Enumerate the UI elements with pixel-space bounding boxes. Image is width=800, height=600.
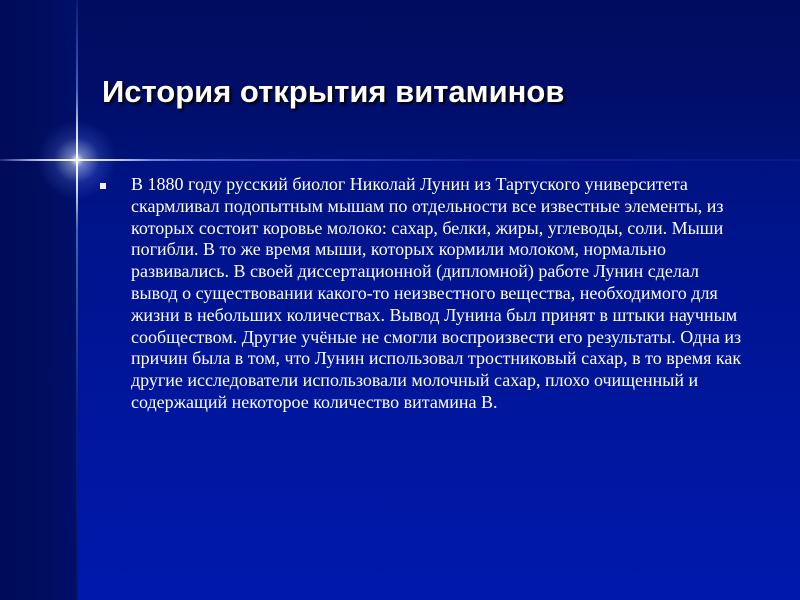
square-bullet-icon — [100, 183, 106, 189]
slide-content — [100, 174, 750, 414]
bullet-text: В 1880 году русский биолог Николай Лунин из Тартуского университета скармливал подопытным мышам по отдельности все известные элементы, из которых состоит коровье молоко: сахар, белки, жиры, углеводы, соли. Мыши погибли. В то же время мыши, которых кормили молоком, нормально развивались. В своей диссертационной (дипломной) работе Лунин сделал вывод о существовании какого-то неизвестного вещества, необходимого для жизни в небольших количествах. Вывод Лунина был принят в штыки научным сообществом. Другие учёные не смогли воспроизвести его результаты. Одна из причин была в том, что Лунин использовал тростниковый сахар, в то время как другие исследователи использовали молочный сахар, плохо очищенный и содержащий некоторое количество витамина B. — [131, 174, 742, 412]
flare-ray-vertical — [76, 90, 78, 230]
left-band — [0, 0, 78, 600]
slide-title: История открытия витаминов — [102, 74, 565, 109]
bullet-item — [100, 174, 750, 414]
